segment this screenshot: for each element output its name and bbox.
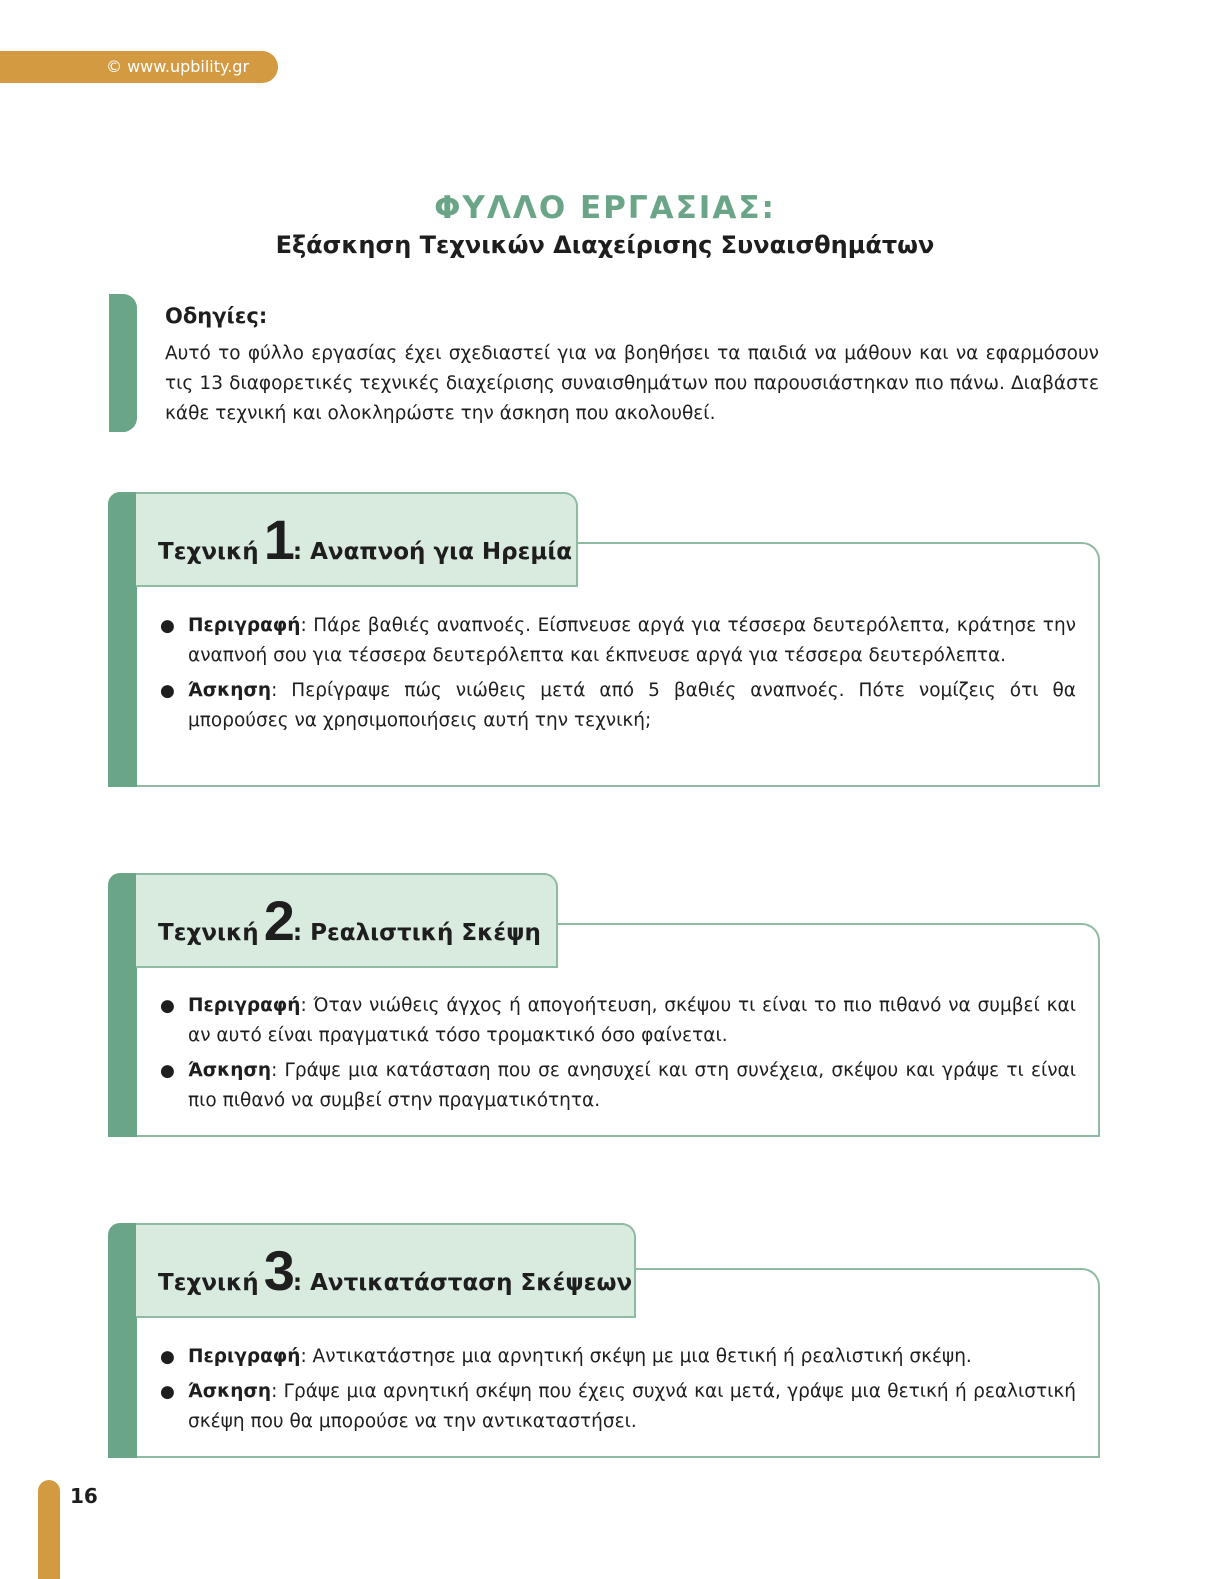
copyright-tab	[0, 51, 278, 83]
technique-title-box	[136, 492, 578, 587]
technique-card-3	[108, 1223, 1100, 1458]
bullet-icon: ●	[160, 1382, 175, 1402]
technique-number: 1	[263, 508, 293, 571]
list-item	[160, 991, 1076, 1051]
page-number: 16	[70, 1484, 98, 1508]
bullet-icon: ●	[160, 616, 175, 636]
instructions-text: Αυτό το φύλλο εργασίας έχει σχεδιαστεί για να βοηθήσει τα παιδιά να μάθουν και να εφαρμόσουν τις 13 διαφορετικές τεχνικές διαχείρισης συναισθημάτων που παρουσιάστηκαν πιο πάνω. Διαβάστε κάθε τεχνική και ολοκληρώστε την άσκηση που ακολουθεί.	[165, 343, 1099, 424]
description-label: Περιγραφή	[188, 615, 301, 636]
technique-accent-bar	[108, 492, 137, 787]
technique-card-2	[108, 873, 1100, 1137]
list-item	[160, 1056, 1076, 1116]
list-item	[160, 611, 1076, 671]
list-item	[160, 1377, 1076, 1437]
copyright-text: © www.upbility.gr	[106, 57, 250, 76]
bullet-icon: ●	[160, 1061, 175, 1081]
page-accent-bar	[38, 1480, 60, 1579]
technique-number: 3	[263, 1239, 293, 1302]
exercise-label: Άσκηση	[188, 680, 272, 701]
technique-name: : Ρεαλιστική Σκέψη	[292, 920, 541, 946]
technique-card-1	[108, 492, 1100, 787]
technique-accent-bar	[108, 1223, 137, 1458]
instructions-heading: Οδηγίες:	[165, 304, 268, 328]
bullet-icon: ●	[160, 681, 175, 701]
exercise-label: Άσκηση	[188, 1381, 272, 1402]
technique-list	[160, 611, 1076, 741]
exercise-label: Άσκηση	[188, 1060, 272, 1081]
bullet-icon: ●	[160, 1347, 175, 1367]
technique-prefix: Τεχνική	[158, 1270, 259, 1296]
exercise-text: : Περίγραψε πώς νιώθεις μετά από 5 βαθιές αναπνοές. Πότε νομίζεις ότι θα μπορούσες να χρησιμοποιήσεις αυτή την τεχνική;	[188, 680, 1076, 731]
description-label: Περιγραφή	[188, 1346, 301, 1367]
technique-title-box	[136, 1223, 636, 1318]
exercise-text: : Γράψε μια κατάσταση που σε ανησυχεί και στη συνέχεια, σκέψου και γράψε τι είναι πιο πιθανό να συμβεί στην πραγματικότητα.	[188, 1060, 1076, 1111]
technique-prefix: Τεχνική	[158, 920, 259, 946]
description-text: : Αντικατάστησε μια αρνητική σκέψη με μια θετική ή ρεαλιστική σκέψη.	[300, 1346, 972, 1367]
description-text: : Όταν νιώθεις άγχος ή απογοήτευση, σκέψου τι είναι το πιο πιθανό να συμβεί και αν αυτό είναι πραγματικά τόσο τρομακτικό όσο φαίνεται.	[188, 995, 1076, 1046]
instructions-accent-bar	[109, 294, 137, 432]
list-item	[160, 676, 1076, 736]
worksheet-subtitle: Εξάσκηση Τεχνικών Διαχείρισης Συναισθημάτων	[275, 231, 935, 259]
technique-name: : Αντικατάσταση Σκέψεων	[292, 1270, 633, 1296]
technique-prefix: Τεχνική	[158, 539, 259, 565]
technique-title-box	[136, 873, 558, 968]
technique-list	[160, 991, 1076, 1121]
technique-name: : Αναπνοή για Ηρεμία	[292, 539, 573, 565]
list-item	[160, 1342, 1076, 1372]
exercise-text: : Γράψε μια αρνητική σκέψη που έχεις συχνά και μετά, γράψε μια θετική ή ρεαλιστική σκέψη που θα μπορούσε να την αντικαταστήσει.	[188, 1381, 1076, 1432]
technique-list	[160, 1342, 1076, 1442]
bullet-icon: ●	[160, 996, 175, 1016]
description-text: : Πάρε βαθιές αναπνοές. Είσπνευσε αργά για τέσσερα δευτερόλεπτα, κράτησε την αναπνοή σου για τέσσερα δευτερόλεπτα και έκπνευσε αργά για τέσσερα δευτερόλεπτα.	[188, 615, 1076, 666]
worksheet-title: ΦΥΛΛΟ ΕΡΓΑΣΙΑΣ:	[434, 190, 776, 226]
technique-accent-bar	[108, 873, 137, 1137]
technique-number: 2	[263, 889, 293, 952]
description-label: Περιγραφή	[188, 995, 301, 1016]
